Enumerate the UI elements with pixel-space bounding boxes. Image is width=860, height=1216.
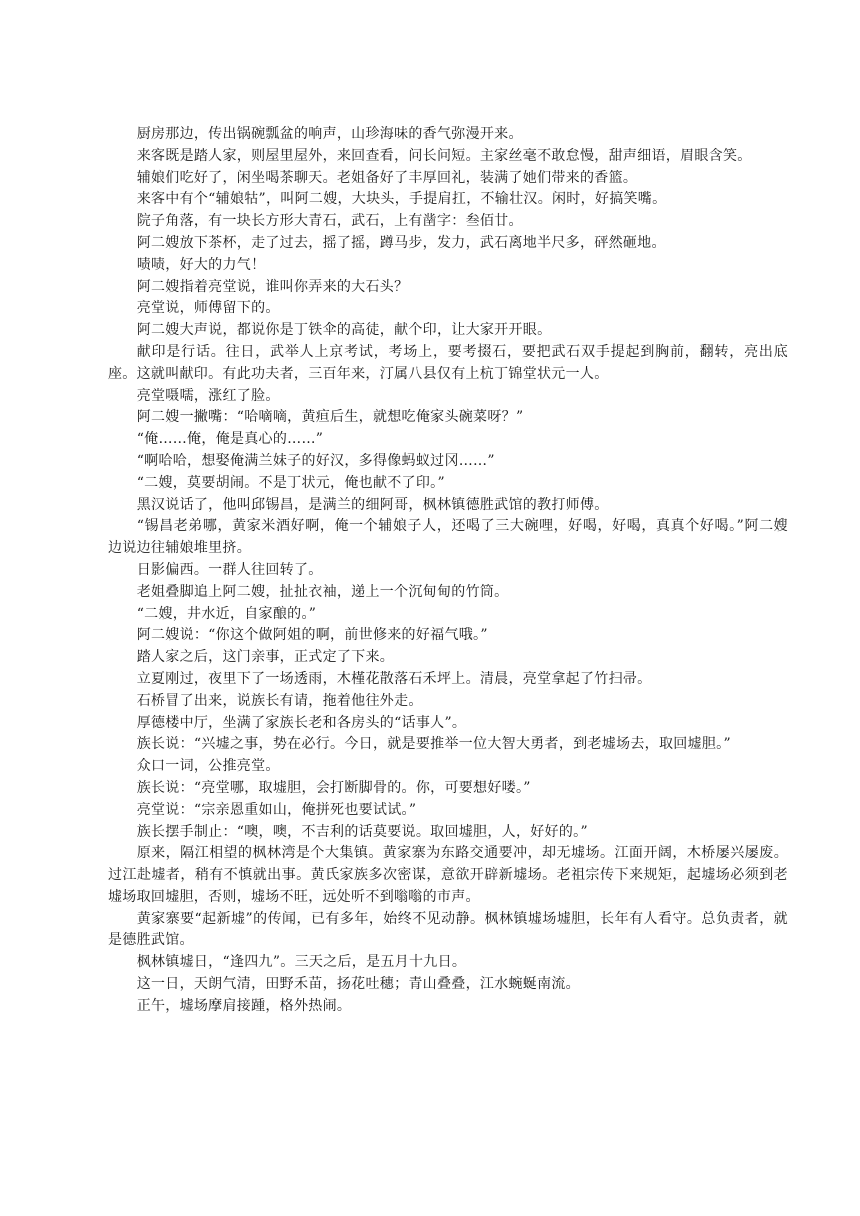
story-paragraph: “啊哈哈，想娶俺满兰妹子的好汉，多得像蚂蚁过冈……”	[136, 452, 495, 469]
story-paragraph: 来客既是踏人家，则屋里屋外，来回查看，问长问短。主家丝毫不敢怠慢，甜声细语，眉眼含笑。	[136, 147, 752, 164]
story-paragraph: 厚德楼中厅，坐满了家族长老和各房头的“话事人”。	[136, 714, 467, 731]
story-paragraph: 阿二嫂指着亮堂说，谁叫你弄来的大石头？	[136, 278, 409, 295]
story-paragraph: 日影偏西。一群人往回转了。	[136, 561, 323, 578]
story-paragraph: “锡昌老弟哪，黄家米酒好啊，俺一个辅娘子人，还喝了三大碗哩，好喝，好喝，真真个好喝。”阿二嫂边说边往辅娘堆里挤。	[108, 518, 788, 557]
story-paragraph: 亮堂嗫嚅，涨红了脸。	[136, 387, 280, 404]
story-paragraph: 立夏刚过，夜里下了一场透雨，木槿花散落石禾坪上。清晨，亮堂拿起了竹扫帚。	[136, 670, 652, 687]
story-paragraph: 正午，墟场摩肩接踵，格外热闹。	[136, 997, 352, 1014]
story-paragraph: 老姐叠脚追上阿二嫂，扯扯衣袖，递上一个沉甸甸的竹筒。	[136, 583, 509, 600]
story-paragraph: “俺……俺，俺是真心的……”	[136, 431, 324, 448]
story-paragraph: 阿二嫂一撇嘴：“哈嘀嘀，黄疸后生，就想吃俺家头碗菜呀？”	[136, 409, 524, 426]
story-paragraph: 院子角落，有一块长方形大青石，武石，上有凿字：叁佰廿。	[136, 213, 523, 230]
story-paragraph: 阿二嫂放下茶杯，走了过去，摇了摇，蹲马步，发力，武石离地半尺多，砰然砸地。	[136, 234, 666, 251]
story-paragraph: 献印是行话。往日，武举人上京考试，考场上，要考掇石，要把武石双手提起到胸前，翻转，亮出底座。这就叫献印。有此功夫者，三百年来，汀属八县仅有上杭丁锦堂状元一人。	[108, 343, 788, 382]
story-paragraph: 厨房那边，传出锅碗瓢盆的响声，山珍海味的香气弥漫开来。	[136, 126, 523, 142]
story-paragraph: 石桥冒了出来，说族长有请，拖着他往外走。	[136, 692, 423, 709]
story-paragraph: 族长说：“亮堂哪，取墟胆，会打断脚骨的。你，可要想好喽。”	[136, 779, 531, 796]
story-paragraph: “二嫂，井水近，自家酿的。”	[136, 605, 317, 622]
story-text-body	[108, 124, 788, 1018]
story-paragraph: 来客中有个“辅娘牯”，叫阿二嫂，大块头，手提肩扛，不输壮汉。闲时，好搞笑嘴。	[136, 191, 667, 208]
story-paragraph: 众口一词，公推亮堂。	[136, 758, 280, 775]
story-paragraph: 踏人家之后，这门亲事，正式定了下来。	[136, 649, 395, 666]
story-paragraph: 啧啧，好大的力气！	[136, 256, 266, 273]
story-paragraph: 这一日，天朗气清，田野禾苗，扬花吐穗；青山叠叠，江水蜿蜒南流。	[136, 976, 580, 993]
story-paragraph: 黑汉说话了，他叫邱锡昌，是满兰的细阿哥，枫林镇德胜武馆的教打师傅。	[136, 496, 609, 513]
story-paragraph: 亮堂说，师傅留下的。	[136, 300, 280, 317]
story-paragraph: 亮堂说：“宗亲恩重如山，俺拼死也要试试。”	[136, 801, 417, 818]
story-paragraph: 原来，隔江相望的枫林湾是个大集镇。黄家寨为东路交通要冲，却无墟场。江面开阔，木桥屡兴屡废。过江赴墟者，稍有不慎就出事。黄氏家族多次密谋，意欲开辟新墟场。老祖宗传下来规矩，起墟场必须到老墟场取回墟胆，否则，墟场不旺，远处听不到嗡嗡的市声。	[108, 845, 788, 905]
story-paragraph: 阿二嫂大声说，都说你是丁铁伞的高徒，献个印，让大家开开眼。	[136, 322, 552, 339]
story-paragraph: 黄家寨要“起新墟”的传闻，已有多年，始终不见动静。枫林镇墟场墟胆，长年有人看守。总负责者，就是德胜武馆。	[108, 910, 788, 949]
story-paragraph: “二嫂，莫要胡闹。不是丁状元，俺也献不了印。”	[136, 474, 445, 491]
story-paragraph: 枫林镇墟日，“逢四九”。三天之后，是五月十九日。	[136, 954, 467, 971]
story-paragraph: 族长摆手制止：“噢，噢，不吉利的话莫要说。取回墟胆，人，好好的。”	[136, 823, 588, 840]
story-paragraph: 族长说：“兴墟之事，势在必行。今日，就是要推举一位大智大勇者，到老墟场去，取回墟胆。”	[136, 736, 731, 753]
story-paragraph: 阿二嫂说：“你这个做阿姐的啊，前世修来的好福气哦。”	[136, 627, 488, 644]
story-paragraph: 辅娘们吃好了，闲坐喝茶聊天。老姐备好了丰厚回礼，装满了她们带来的香篮。	[136, 169, 638, 186]
